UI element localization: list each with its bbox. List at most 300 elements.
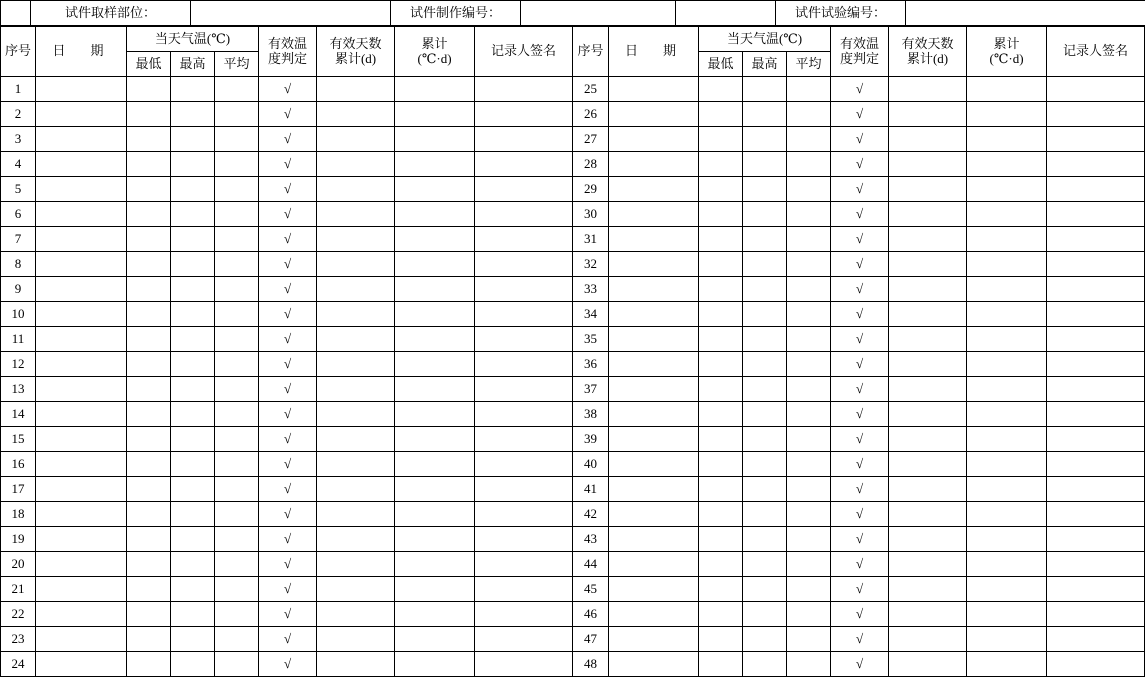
- cell-recorder-left[interactable]: [475, 302, 573, 327]
- cell-days-left[interactable]: [317, 627, 395, 652]
- cell-temp-max-left[interactable]: [171, 327, 215, 352]
- cell-cumulative-right[interactable]: [967, 477, 1047, 502]
- cell-cumulative-left[interactable]: [395, 602, 475, 627]
- cell-days-right[interactable]: [889, 177, 967, 202]
- cell-temp-avg-right[interactable]: [787, 552, 831, 577]
- cell-days-right[interactable]: [889, 552, 967, 577]
- cell-temp-avg-right[interactable]: [787, 377, 831, 402]
- cell-days-left[interactable]: [317, 502, 395, 527]
- cell-days-left[interactable]: [317, 252, 395, 277]
- cell-cumulative-right[interactable]: [967, 202, 1047, 227]
- cell-cumulative-right[interactable]: [967, 327, 1047, 352]
- cell-cumulative-left[interactable]: [395, 552, 475, 577]
- cell-cumulative-left[interactable]: [395, 352, 475, 377]
- cell-cumulative-left[interactable]: [395, 452, 475, 477]
- cell-temp-avg-right[interactable]: [787, 527, 831, 552]
- cell-temp-min-left[interactable]: [127, 277, 171, 302]
- cell-temp-max-left[interactable]: [171, 202, 215, 227]
- cell-temp-max-right[interactable]: [743, 152, 787, 177]
- cell-days-right[interactable]: [889, 577, 967, 602]
- cell-temp-min-left[interactable]: [127, 377, 171, 402]
- cell-temp-min-left[interactable]: [127, 152, 171, 177]
- cell-temp-min-right[interactable]: [699, 577, 743, 602]
- cell-cumulative-right[interactable]: [967, 102, 1047, 127]
- cell-days-left[interactable]: [317, 577, 395, 602]
- cell-cumulative-right[interactable]: [967, 77, 1047, 102]
- cell-days-left[interactable]: [317, 302, 395, 327]
- cell-days-right[interactable]: [889, 627, 967, 652]
- cell-recorder-right[interactable]: [1047, 427, 1145, 452]
- cell-date-left[interactable]: [36, 252, 127, 277]
- cell-temp-min-right[interactable]: [699, 227, 743, 252]
- cell-temp-max-left[interactable]: [171, 377, 215, 402]
- cell-temp-avg-right[interactable]: [787, 502, 831, 527]
- cell-date-right[interactable]: [609, 527, 699, 552]
- cell-days-left[interactable]: [317, 477, 395, 502]
- cell-recorder-right[interactable]: [1047, 602, 1145, 627]
- cell-temp-min-left[interactable]: [127, 552, 171, 577]
- cell-temp-avg-right[interactable]: [787, 452, 831, 477]
- cell-temp-max-left[interactable]: [171, 552, 215, 577]
- cell-temp-avg-left[interactable]: [215, 227, 259, 252]
- cell-cumulative-left[interactable]: [395, 227, 475, 252]
- cell-temp-avg-left[interactable]: [215, 102, 259, 127]
- cell-date-right[interactable]: [609, 152, 699, 177]
- cell-temp-min-left[interactable]: [127, 452, 171, 477]
- cell-recorder-left[interactable]: [475, 527, 573, 552]
- cell-temp-min-right[interactable]: [699, 202, 743, 227]
- cell-temp-avg-left[interactable]: [215, 127, 259, 152]
- cell-recorder-left[interactable]: [475, 277, 573, 302]
- cell-recorder-right[interactable]: [1047, 227, 1145, 252]
- cell-temp-avg-left[interactable]: [215, 627, 259, 652]
- cell-date-right[interactable]: [609, 602, 699, 627]
- cell-temp-min-right[interactable]: [699, 502, 743, 527]
- cell-date-right[interactable]: [609, 302, 699, 327]
- cell-cumulative-left[interactable]: [395, 77, 475, 102]
- cell-temp-avg-right[interactable]: [787, 327, 831, 352]
- cell-temp-avg-left[interactable]: [215, 477, 259, 502]
- cell-temp-max-right[interactable]: [743, 327, 787, 352]
- cell-temp-avg-right[interactable]: [787, 352, 831, 377]
- cell-temp-min-left[interactable]: [127, 127, 171, 152]
- cell-days-right[interactable]: [889, 352, 967, 377]
- cell-date-left[interactable]: [36, 302, 127, 327]
- cell-temp-avg-left[interactable]: [215, 152, 259, 177]
- cell-temp-avg-left[interactable]: [215, 577, 259, 602]
- cell-cumulative-left[interactable]: [395, 202, 475, 227]
- cell-recorder-left[interactable]: [475, 577, 573, 602]
- cell-date-left[interactable]: [36, 152, 127, 177]
- cell-days-left[interactable]: [317, 602, 395, 627]
- cell-cumulative-left[interactable]: [395, 302, 475, 327]
- cell-cumulative-right[interactable]: [967, 652, 1047, 677]
- cell-days-left[interactable]: [317, 427, 395, 452]
- cell-date-left[interactable]: [36, 427, 127, 452]
- cell-temp-min-right[interactable]: [699, 127, 743, 152]
- cell-recorder-right[interactable]: [1047, 477, 1145, 502]
- cell-cumulative-left[interactable]: [395, 477, 475, 502]
- cell-temp-avg-right[interactable]: [787, 652, 831, 677]
- cell-cumulative-right[interactable]: [967, 377, 1047, 402]
- cell-temp-avg-right[interactable]: [787, 477, 831, 502]
- cell-cumulative-right[interactable]: [967, 452, 1047, 477]
- cell-cumulative-left[interactable]: [395, 402, 475, 427]
- cell-date-right[interactable]: [609, 477, 699, 502]
- cell-temp-max-left[interactable]: [171, 177, 215, 202]
- cell-cumulative-left[interactable]: [395, 252, 475, 277]
- cell-days-left[interactable]: [317, 327, 395, 352]
- cell-temp-min-left[interactable]: [127, 352, 171, 377]
- cell-temp-min-left[interactable]: [127, 502, 171, 527]
- cell-temp-avg-left[interactable]: [215, 302, 259, 327]
- cell-date-left[interactable]: [36, 452, 127, 477]
- cell-cumulative-left[interactable]: [395, 127, 475, 152]
- cell-date-left[interactable]: [36, 652, 127, 677]
- cell-temp-min-right[interactable]: [699, 402, 743, 427]
- cell-temp-min-right[interactable]: [699, 652, 743, 677]
- cell-recorder-right[interactable]: [1047, 277, 1145, 302]
- cell-date-right[interactable]: [609, 502, 699, 527]
- cell-recorder-right[interactable]: [1047, 402, 1145, 427]
- cell-temp-avg-left[interactable]: [215, 602, 259, 627]
- cell-days-right[interactable]: [889, 127, 967, 152]
- cell-temp-min-right[interactable]: [699, 527, 743, 552]
- cell-temp-min-left[interactable]: [127, 427, 171, 452]
- cell-recorder-left[interactable]: [475, 502, 573, 527]
- cell-days-right[interactable]: [889, 102, 967, 127]
- cell-temp-min-right[interactable]: [699, 302, 743, 327]
- cell-date-right[interactable]: [609, 277, 699, 302]
- cell-recorder-left[interactable]: [475, 352, 573, 377]
- cell-temp-min-left[interactable]: [127, 477, 171, 502]
- cell-recorder-right[interactable]: [1047, 102, 1145, 127]
- cell-cumulative-right[interactable]: [967, 527, 1047, 552]
- cell-temp-avg-right[interactable]: [787, 127, 831, 152]
- cell-temp-min-right[interactable]: [699, 602, 743, 627]
- cell-cumulative-right[interactable]: [967, 402, 1047, 427]
- header-field-value-1[interactable]: [521, 1, 676, 26]
- cell-temp-max-left[interactable]: [171, 502, 215, 527]
- cell-recorder-right[interactable]: [1047, 377, 1145, 402]
- cell-temp-min-left[interactable]: [127, 627, 171, 652]
- header-field-value-2[interactable]: [906, 1, 1145, 26]
- cell-temp-min-left[interactable]: [127, 602, 171, 627]
- cell-cumulative-right[interactable]: [967, 302, 1047, 327]
- cell-recorder-right[interactable]: [1047, 77, 1145, 102]
- cell-date-left[interactable]: [36, 502, 127, 527]
- cell-date-right[interactable]: [609, 627, 699, 652]
- cell-date-left[interactable]: [36, 577, 127, 602]
- cell-temp-min-left[interactable]: [127, 527, 171, 552]
- cell-temp-max-left[interactable]: [171, 302, 215, 327]
- cell-recorder-left[interactable]: [475, 627, 573, 652]
- cell-days-right[interactable]: [889, 652, 967, 677]
- cell-temp-avg-left[interactable]: [215, 352, 259, 377]
- cell-temp-avg-right[interactable]: [787, 402, 831, 427]
- cell-temp-max-left[interactable]: [171, 427, 215, 452]
- cell-temp-max-right[interactable]: [743, 627, 787, 652]
- cell-temp-max-left[interactable]: [171, 277, 215, 302]
- cell-temp-max-left[interactable]: [171, 227, 215, 252]
- cell-temp-max-left[interactable]: [171, 102, 215, 127]
- cell-temp-min-left[interactable]: [127, 402, 171, 427]
- cell-cumulative-left[interactable]: [395, 427, 475, 452]
- cell-date-left[interactable]: [36, 377, 127, 402]
- cell-date-left[interactable]: [36, 352, 127, 377]
- cell-temp-max-right[interactable]: [743, 377, 787, 402]
- cell-recorder-right[interactable]: [1047, 202, 1145, 227]
- cell-cumulative-right[interactable]: [967, 577, 1047, 602]
- header-field-value-0[interactable]: [191, 1, 391, 26]
- cell-days-right[interactable]: [889, 602, 967, 627]
- cell-cumulative-right[interactable]: [967, 152, 1047, 177]
- cell-days-right[interactable]: [889, 527, 967, 552]
- cell-cumulative-left[interactable]: [395, 177, 475, 202]
- cell-cumulative-left[interactable]: [395, 627, 475, 652]
- cell-recorder-left[interactable]: [475, 177, 573, 202]
- cell-date-left[interactable]: [36, 602, 127, 627]
- cell-temp-max-right[interactable]: [743, 302, 787, 327]
- cell-days-left[interactable]: [317, 552, 395, 577]
- cell-date-right[interactable]: [609, 652, 699, 677]
- cell-recorder-left[interactable]: [475, 327, 573, 352]
- cell-date-left[interactable]: [36, 227, 127, 252]
- cell-cumulative-right[interactable]: [967, 252, 1047, 277]
- cell-temp-max-left[interactable]: [171, 602, 215, 627]
- cell-temp-max-right[interactable]: [743, 177, 787, 202]
- cell-days-right[interactable]: [889, 427, 967, 452]
- cell-temp-max-right[interactable]: [743, 527, 787, 552]
- cell-temp-avg-right[interactable]: [787, 577, 831, 602]
- cell-date-right[interactable]: [609, 227, 699, 252]
- cell-recorder-right[interactable]: [1047, 652, 1145, 677]
- cell-cumulative-right[interactable]: [967, 552, 1047, 577]
- cell-temp-avg-left[interactable]: [215, 252, 259, 277]
- cell-temp-min-right[interactable]: [699, 102, 743, 127]
- cell-temp-max-left[interactable]: [171, 252, 215, 277]
- cell-days-left[interactable]: [317, 277, 395, 302]
- cell-days-right[interactable]: [889, 502, 967, 527]
- cell-temp-max-right[interactable]: [743, 227, 787, 252]
- cell-date-left[interactable]: [36, 102, 127, 127]
- cell-cumulative-left[interactable]: [395, 652, 475, 677]
- cell-temp-min-right[interactable]: [699, 77, 743, 102]
- cell-days-left[interactable]: [317, 227, 395, 252]
- cell-temp-avg-left[interactable]: [215, 452, 259, 477]
- cell-date-left[interactable]: [36, 527, 127, 552]
- cell-temp-min-left[interactable]: [127, 227, 171, 252]
- cell-temp-max-right[interactable]: [743, 452, 787, 477]
- cell-temp-min-right[interactable]: [699, 477, 743, 502]
- cell-temp-max-right[interactable]: [743, 652, 787, 677]
- cell-temp-max-left[interactable]: [171, 452, 215, 477]
- cell-temp-min-left[interactable]: [127, 577, 171, 602]
- cell-recorder-left[interactable]: [475, 377, 573, 402]
- cell-days-left[interactable]: [317, 77, 395, 102]
- cell-days-right[interactable]: [889, 227, 967, 252]
- cell-date-right[interactable]: [609, 577, 699, 602]
- cell-date-right[interactable]: [609, 402, 699, 427]
- cell-date-left[interactable]: [36, 402, 127, 427]
- cell-date-right[interactable]: [609, 352, 699, 377]
- cell-recorder-left[interactable]: [475, 227, 573, 252]
- cell-date-right[interactable]: [609, 77, 699, 102]
- cell-days-left[interactable]: [317, 402, 395, 427]
- cell-temp-min-right[interactable]: [699, 252, 743, 277]
- cell-temp-max-left[interactable]: [171, 77, 215, 102]
- cell-temp-avg-left[interactable]: [215, 552, 259, 577]
- cell-temp-avg-left[interactable]: [215, 402, 259, 427]
- cell-recorder-left[interactable]: [475, 552, 573, 577]
- cell-cumulative-right[interactable]: [967, 427, 1047, 452]
- cell-cumulative-left[interactable]: [395, 377, 475, 402]
- cell-days-right[interactable]: [889, 277, 967, 302]
- cell-temp-avg-left[interactable]: [215, 527, 259, 552]
- cell-date-left[interactable]: [36, 177, 127, 202]
- cell-cumulative-right[interactable]: [967, 502, 1047, 527]
- cell-days-left[interactable]: [317, 102, 395, 127]
- cell-recorder-left[interactable]: [475, 127, 573, 152]
- cell-temp-max-right[interactable]: [743, 352, 787, 377]
- cell-recorder-left[interactable]: [475, 427, 573, 452]
- cell-temp-max-right[interactable]: [743, 77, 787, 102]
- cell-temp-max-right[interactable]: [743, 477, 787, 502]
- cell-recorder-right[interactable]: [1047, 527, 1145, 552]
- cell-temp-min-right[interactable]: [699, 327, 743, 352]
- cell-date-left[interactable]: [36, 127, 127, 152]
- cell-cumulative-right[interactable]: [967, 352, 1047, 377]
- cell-recorder-right[interactable]: [1047, 177, 1145, 202]
- cell-cumulative-right[interactable]: [967, 177, 1047, 202]
- cell-recorder-right[interactable]: [1047, 502, 1145, 527]
- cell-temp-max-right[interactable]: [743, 502, 787, 527]
- cell-temp-avg-left[interactable]: [215, 327, 259, 352]
- cell-date-left[interactable]: [36, 277, 127, 302]
- cell-temp-max-left[interactable]: [171, 352, 215, 377]
- cell-recorder-left[interactable]: [475, 452, 573, 477]
- cell-temp-min-right[interactable]: [699, 627, 743, 652]
- cell-temp-avg-right[interactable]: [787, 427, 831, 452]
- cell-temp-min-left[interactable]: [127, 252, 171, 277]
- cell-temp-avg-right[interactable]: [787, 152, 831, 177]
- cell-temp-avg-left[interactable]: [215, 77, 259, 102]
- cell-days-left[interactable]: [317, 527, 395, 552]
- cell-recorder-right[interactable]: [1047, 552, 1145, 577]
- cell-days-left[interactable]: [317, 652, 395, 677]
- cell-temp-min-left[interactable]: [127, 327, 171, 352]
- cell-temp-min-right[interactable]: [699, 377, 743, 402]
- cell-temp-max-right[interactable]: [743, 202, 787, 227]
- cell-recorder-left[interactable]: [475, 477, 573, 502]
- cell-temp-min-right[interactable]: [699, 452, 743, 477]
- cell-recorder-right[interactable]: [1047, 327, 1145, 352]
- cell-temp-avg-left[interactable]: [215, 652, 259, 677]
- cell-temp-min-left[interactable]: [127, 302, 171, 327]
- cell-recorder-right[interactable]: [1047, 627, 1145, 652]
- cell-temp-max-left[interactable]: [171, 527, 215, 552]
- cell-cumulative-right[interactable]: [967, 602, 1047, 627]
- cell-temp-avg-right[interactable]: [787, 102, 831, 127]
- cell-temp-avg-right[interactable]: [787, 177, 831, 202]
- cell-temp-avg-left[interactable]: [215, 427, 259, 452]
- cell-temp-max-left[interactable]: [171, 652, 215, 677]
- cell-temp-avg-right[interactable]: [787, 202, 831, 227]
- cell-temp-min-left[interactable]: [127, 102, 171, 127]
- cell-temp-min-right[interactable]: [699, 352, 743, 377]
- cell-days-right[interactable]: [889, 152, 967, 177]
- cell-days-right[interactable]: [889, 77, 967, 102]
- cell-temp-min-left[interactable]: [127, 652, 171, 677]
- cell-date-right[interactable]: [609, 127, 699, 152]
- cell-recorder-right[interactable]: [1047, 302, 1145, 327]
- cell-temp-min-left[interactable]: [127, 202, 171, 227]
- cell-temp-avg-right[interactable]: [787, 302, 831, 327]
- cell-days-right[interactable]: [889, 327, 967, 352]
- cell-days-left[interactable]: [317, 177, 395, 202]
- cell-temp-max-left[interactable]: [171, 627, 215, 652]
- cell-days-left[interactable]: [317, 352, 395, 377]
- cell-temp-max-left[interactable]: [171, 152, 215, 177]
- cell-cumulative-left[interactable]: [395, 277, 475, 302]
- cell-temp-max-right[interactable]: [743, 402, 787, 427]
- cell-cumulative-left[interactable]: [395, 502, 475, 527]
- cell-cumulative-right[interactable]: [967, 227, 1047, 252]
- cell-recorder-left[interactable]: [475, 102, 573, 127]
- cell-temp-min-right[interactable]: [699, 552, 743, 577]
- cell-temp-max-right[interactable]: [743, 102, 787, 127]
- cell-date-left[interactable]: [36, 552, 127, 577]
- cell-date-right[interactable]: [609, 427, 699, 452]
- cell-days-left[interactable]: [317, 152, 395, 177]
- cell-date-right[interactable]: [609, 327, 699, 352]
- cell-temp-max-left[interactable]: [171, 127, 215, 152]
- cell-recorder-left[interactable]: [475, 252, 573, 277]
- cell-date-left[interactable]: [36, 77, 127, 102]
- cell-temp-avg-left[interactable]: [215, 277, 259, 302]
- cell-temp-max-right[interactable]: [743, 602, 787, 627]
- cell-temp-avg-left[interactable]: [215, 377, 259, 402]
- cell-days-left[interactable]: [317, 452, 395, 477]
- cell-recorder-left[interactable]: [475, 202, 573, 227]
- cell-temp-avg-right[interactable]: [787, 627, 831, 652]
- cell-recorder-right[interactable]: [1047, 352, 1145, 377]
- cell-cumulative-left[interactable]: [395, 102, 475, 127]
- cell-recorder-left[interactable]: [475, 652, 573, 677]
- cell-days-left[interactable]: [317, 127, 395, 152]
- cell-recorder-left[interactable]: [475, 402, 573, 427]
- cell-temp-avg-right[interactable]: [787, 77, 831, 102]
- cell-temp-max-right[interactable]: [743, 577, 787, 602]
- cell-date-right[interactable]: [609, 177, 699, 202]
- cell-temp-max-right[interactable]: [743, 127, 787, 152]
- cell-days-right[interactable]: [889, 402, 967, 427]
- cell-date-right[interactable]: [609, 252, 699, 277]
- cell-days-left[interactable]: [317, 202, 395, 227]
- cell-recorder-left[interactable]: [475, 77, 573, 102]
- cell-date-right[interactable]: [609, 102, 699, 127]
- cell-temp-min-right[interactable]: [699, 152, 743, 177]
- cell-date-right[interactable]: [609, 377, 699, 402]
- cell-temp-min-right[interactable]: [699, 277, 743, 302]
- cell-days-right[interactable]: [889, 252, 967, 277]
- cell-days-left[interactable]: [317, 377, 395, 402]
- cell-temp-max-left[interactable]: [171, 577, 215, 602]
- cell-date-right[interactable]: [609, 552, 699, 577]
- cell-temp-min-left[interactable]: [127, 77, 171, 102]
- cell-days-right[interactable]: [889, 477, 967, 502]
- cell-days-right[interactable]: [889, 377, 967, 402]
